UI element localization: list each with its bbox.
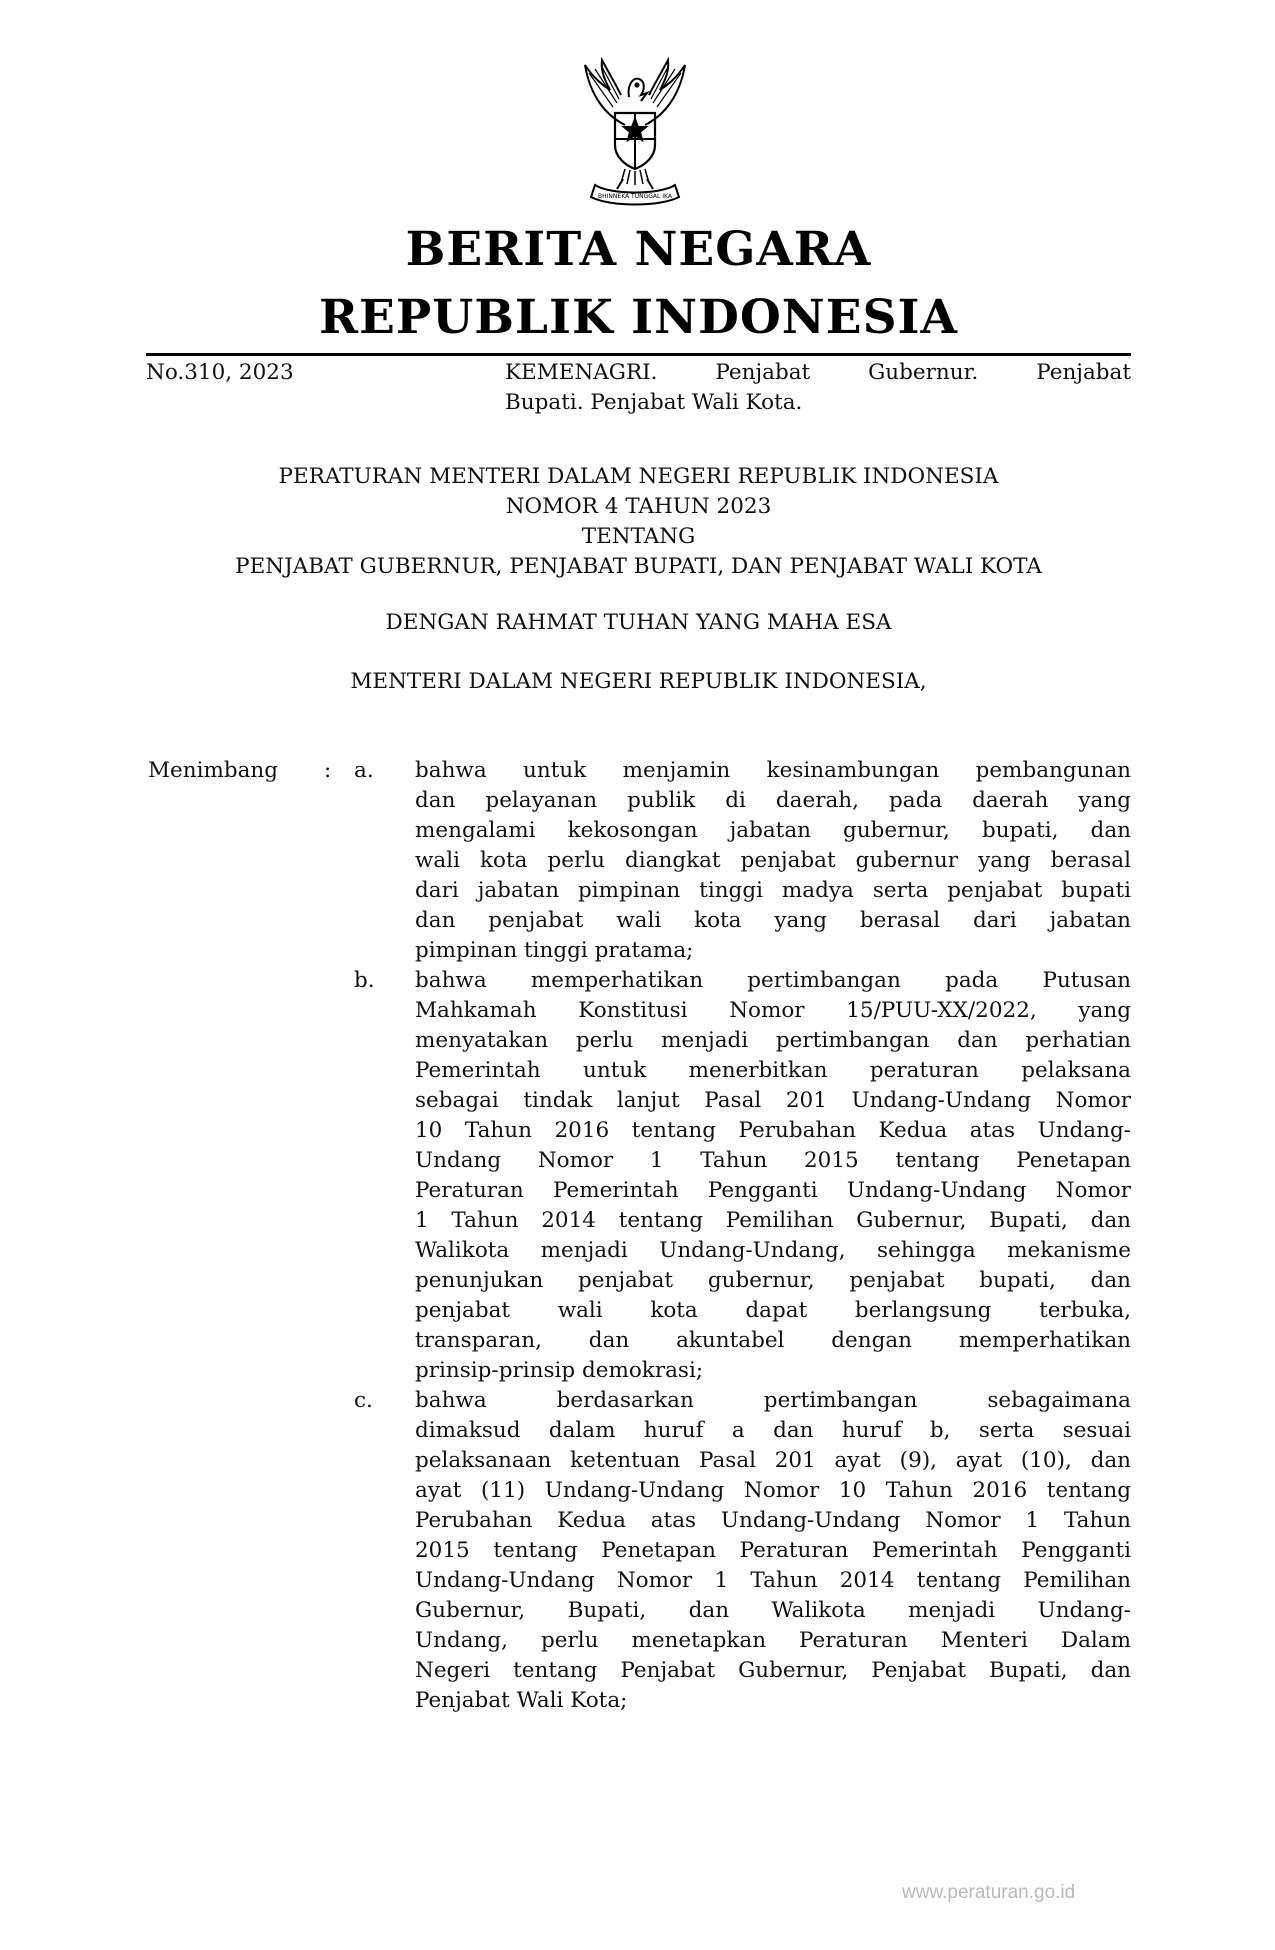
- considering-item-line: Undang Nomor 1 Tahun 2015 tentang Penetapan: [415, 1148, 1131, 1173]
- considering-item-line: penjabat wali kota dapat berlangsung terbuka,: [415, 1298, 1131, 1323]
- considering-item-text: [415, 756, 1131, 966]
- considering-item-line: Peraturan Pemerintah Pengganti Undang-Undang Nomor: [415, 1178, 1131, 1203]
- considering-item-line: 2015 tentang Penetapan Peraturan Pemerintah Pengganti: [415, 1538, 1131, 1563]
- considering-label: Menimbang: [148, 758, 279, 783]
- garuda-emblem-icon: [555, 55, 715, 215]
- considering-item-line: bahwa berdasarkan pertimbangan sebagaimana: [415, 1388, 1131, 1413]
- considering-item-line: Undang, perlu menetapkan Peraturan Menteri Dalam: [415, 1628, 1131, 1653]
- considering-item-marker: a.: [354, 758, 374, 783]
- considering-item-line: Gubernur, Bupati, dan Walikota menjadi Undang-: [415, 1598, 1131, 1623]
- considering-item-text: [415, 966, 1131, 1386]
- considering-item-line: pelaksanaan ketentuan Pasal 201 ayat (9), ayat (10), dan: [415, 1448, 1131, 1473]
- considering-item-line: prinsip-prinsip demokrasi;: [415, 1358, 704, 1383]
- considering-item-line: Perubahan Kedua atas Undang-Undang Nomor 1 Tahun: [415, 1508, 1131, 1533]
- considering-item-line: Undang-Undang Nomor 1 Tahun 2014 tentang Pemilihan: [415, 1568, 1131, 1593]
- issue-number: No.310, 2023: [146, 360, 294, 385]
- considering-item-line: ayat (11) Undang-Undang Nomor 10 Tahun 2016 tentang: [415, 1478, 1131, 1503]
- masthead-rule: [146, 353, 1131, 356]
- issue-description: [505, 358, 1131, 418]
- considering-item-marker: c.: [354, 1388, 373, 1413]
- considering-item-line: dimaksud dalam huruf a dan huruf b, serta sesuai: [415, 1418, 1131, 1443]
- considering-item-line: transparan, dan akuntabel dengan memperhatikan: [415, 1328, 1131, 1353]
- considering-colon: :: [324, 758, 332, 783]
- considering-item-line: bahwa memperhatikan pertimbangan pada Putusan: [415, 968, 1131, 993]
- issue-description-line: Bupati. Penjabat Wali Kota.: [505, 390, 803, 415]
- considering-item-line: 1 Tahun 2014 tentang Pemilihan Gubernur, Bupati, dan: [415, 1208, 1131, 1233]
- blessing-line: DENGAN RAHMAT TUHAN YANG MAHA ESA: [385, 610, 892, 635]
- considering-item-line: Penjabat Wali Kota;: [415, 1688, 628, 1713]
- considering-item-line: Negeri tentang Penjabat Gubernur, Penjabat Bupati, dan: [415, 1658, 1131, 1683]
- considering-item-line: menyatakan perlu menjadi pertimbangan dan perhatian: [415, 1028, 1131, 1053]
- regulation-line: TENTANG: [581, 524, 696, 549]
- regulation-title: [146, 462, 1131, 582]
- considering-item-marker: b.: [354, 968, 375, 993]
- masthead-subtitle: REPUBLIK INDONESIA: [318, 290, 958, 345]
- svg-text:BHINNEKA TUNGGAL IKA: BHINNEKA TUNGGAL IKA: [598, 193, 672, 200]
- considering-item-line: wali kota perlu diangkat penjabat gubernur yang berasal: [415, 848, 1131, 873]
- issue-description-line: KEMENAGRI. Penjabat Gubernur. Penjabat: [505, 360, 1131, 385]
- considering-item-text: [415, 1386, 1131, 1716]
- considering-item-line: dan penjabat wali kota yang berasal dari jabatan: [415, 908, 1131, 933]
- considering-item-line: 10 Tahun 2016 tentang Perubahan Kedua atas Undang-: [415, 1118, 1131, 1143]
- considering-item-line: sebagai tindak lanjut Pasal 201 Undang-Undang Nomor: [415, 1088, 1131, 1113]
- regulation-line: NOMOR 4 TAHUN 2023: [505, 494, 772, 519]
- considering-item-line: Walikota menjadi Undang-Undang, sehingga mekanisme: [415, 1238, 1131, 1263]
- regulation-line: PENJABAT GUBERNUR, PENJABAT BUPATI, DAN PENJABAT WALI KOTA: [235, 554, 1042, 579]
- considering-item-line: dan pelayanan publik di daerah, pada daerah yang: [415, 788, 1131, 813]
- considering-item-line: pimpinan tinggi pratama;: [415, 938, 694, 963]
- considering-item-line: penunjukan penjabat gubernur, penjabat bupati, dan: [415, 1268, 1131, 1293]
- considering-item-line: Mahkamah Konstitusi Nomor 15/PUU-XX/2022, yang: [415, 998, 1131, 1023]
- considering-item-line: Pemerintah untuk menerbitkan peraturan pelaksana: [415, 1058, 1131, 1083]
- authority-line: MENTERI DALAM NEGERI REPUBLIK INDONESIA,: [350, 669, 927, 694]
- considering-item-line: bahwa untuk menjamin kesinambungan pembangunan: [415, 758, 1131, 783]
- considering-item-line: dari jabatan pimpinan tinggi madya serta penjabat bupati: [415, 878, 1131, 903]
- regulation-line: PERATURAN MENTERI DALAM NEGERI REPUBLIK INDONESIA: [278, 464, 999, 489]
- considering-item-line: mengalami kekosongan jabatan gubernur, bupati, dan: [415, 818, 1131, 843]
- masthead-title: BERITA NEGARA: [405, 222, 872, 277]
- footer-watermark: www.peraturan.go.id: [902, 1882, 1076, 1903]
